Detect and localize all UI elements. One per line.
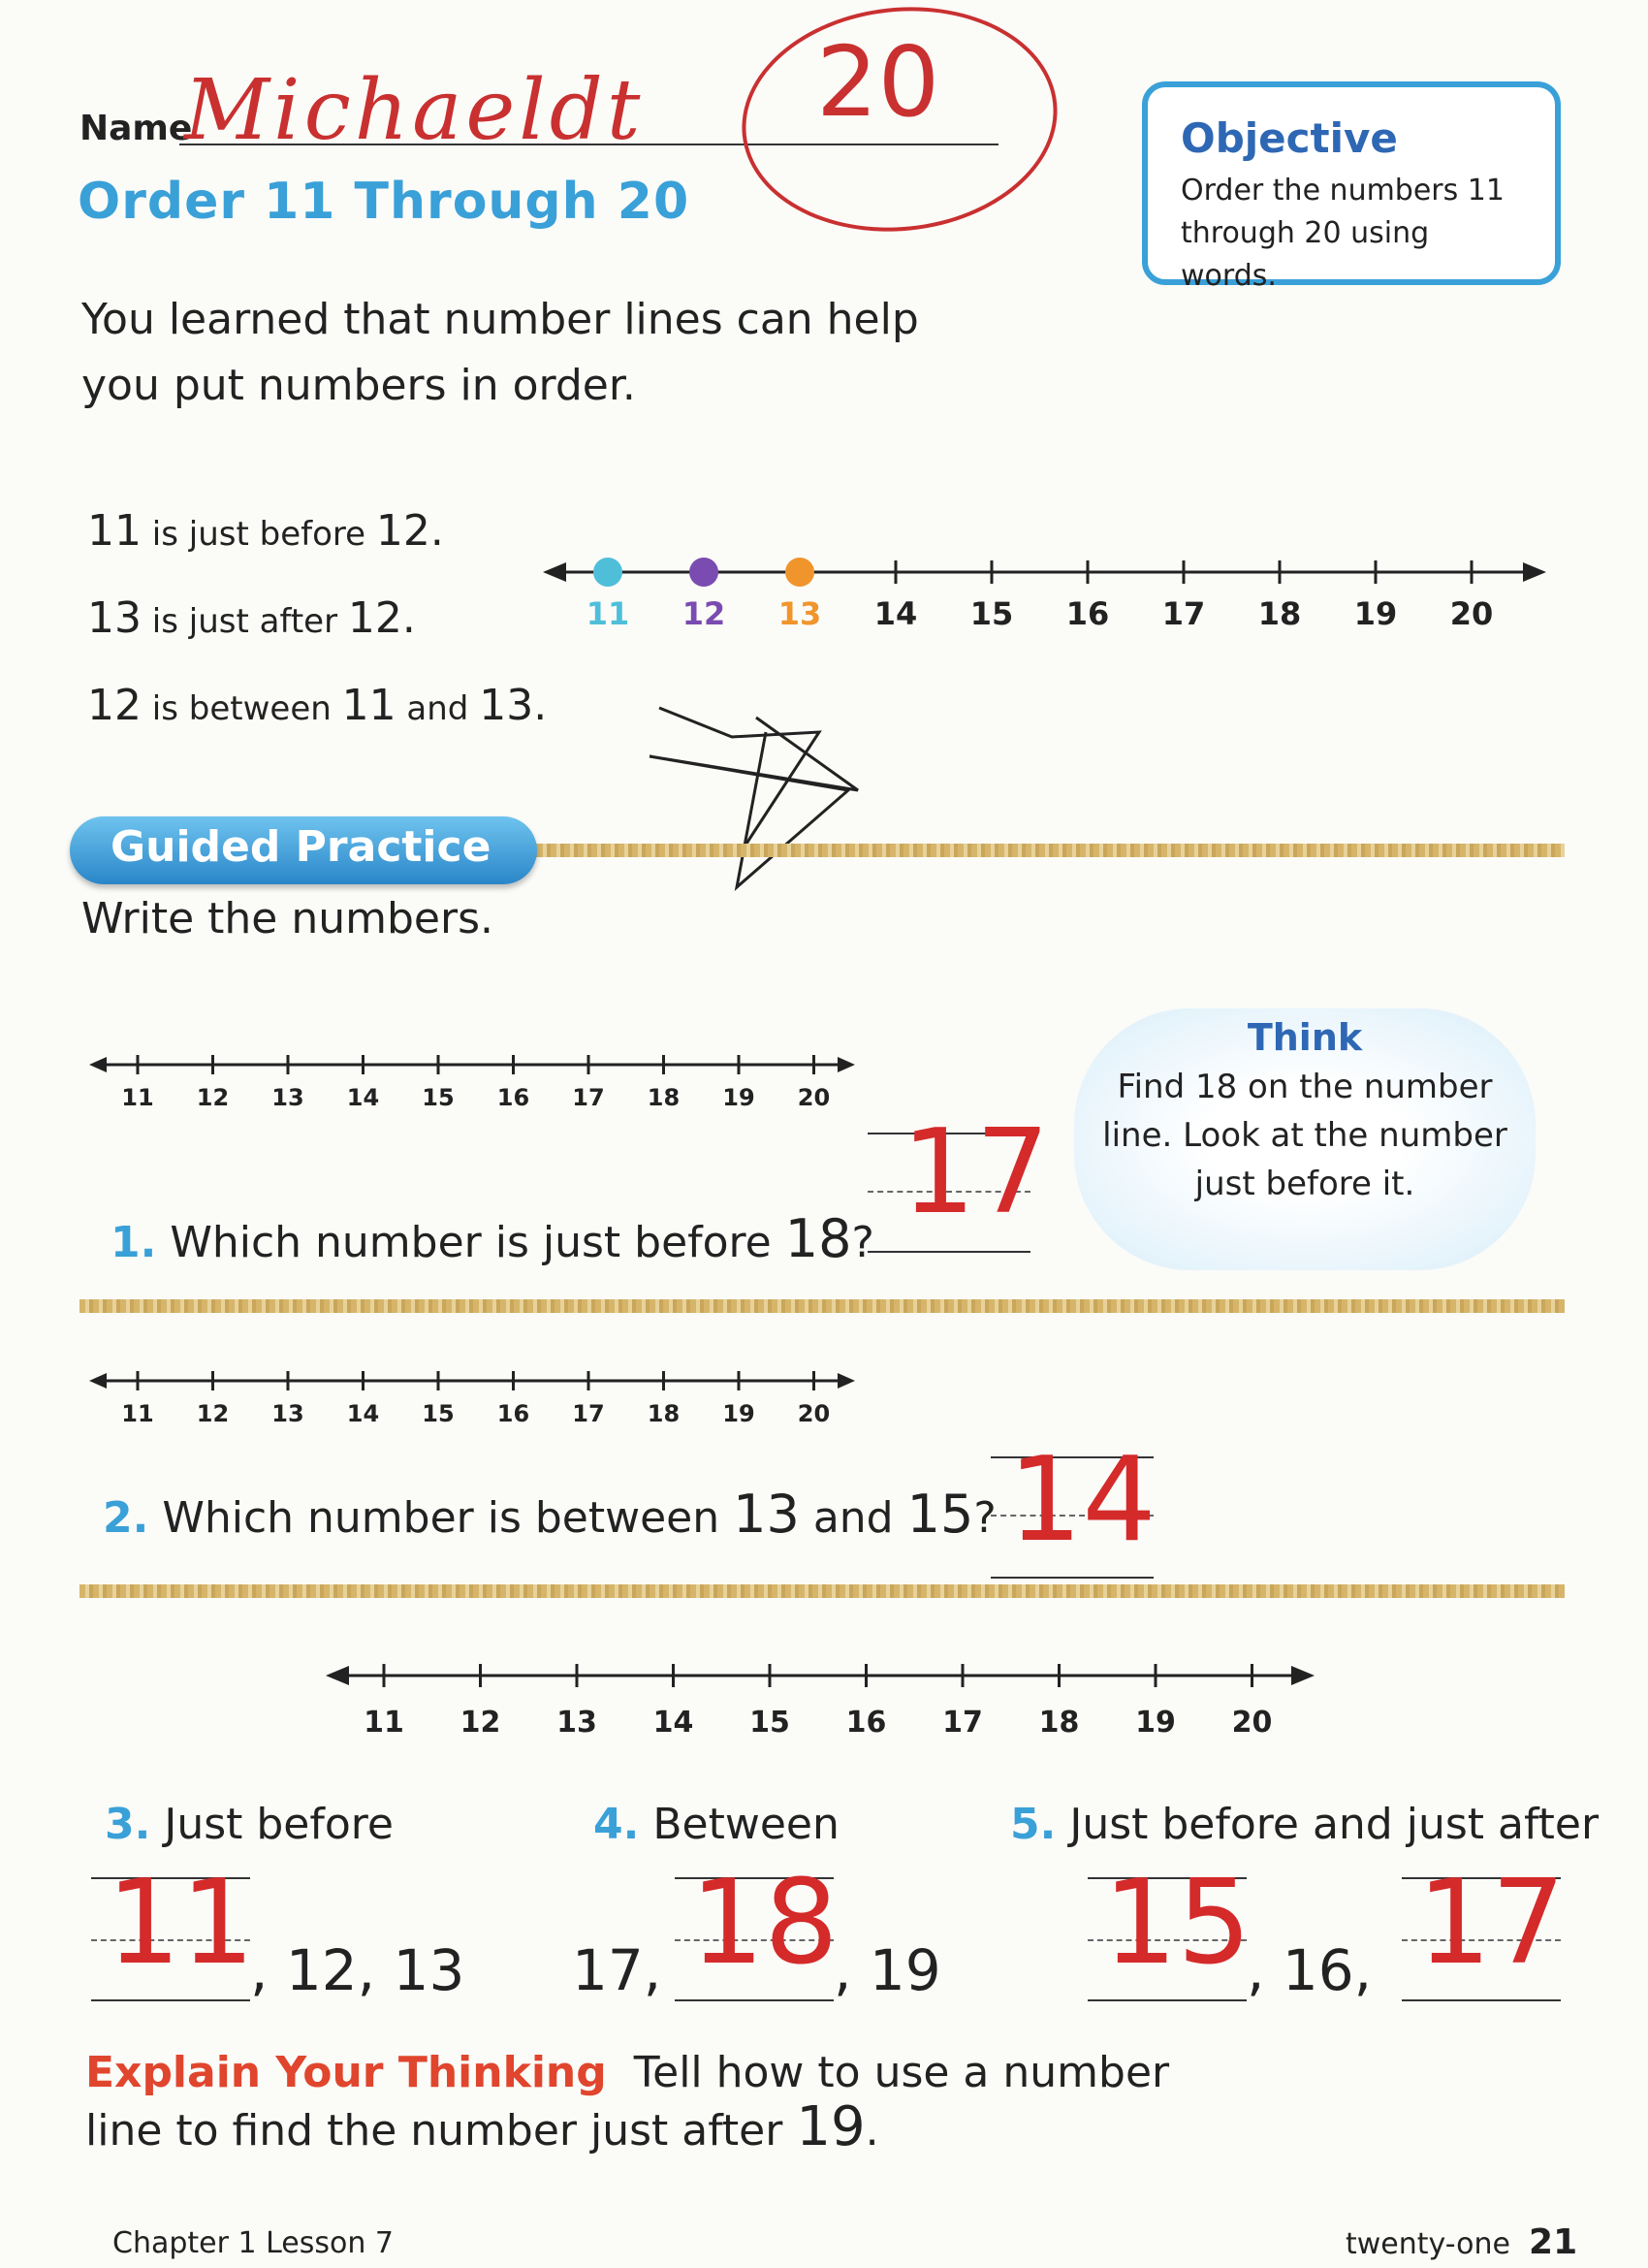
exercise-number: 5. [1010,1800,1057,1849]
exercise-4-prefix: 17, [572,1937,662,2003]
tick-label-19: 19 [1135,1706,1176,1740]
gold-divider [523,844,1565,857]
tick-label-17: 17 [1161,595,1206,632]
exercise-text: Between [652,1800,840,1849]
explain-value: 19 [796,2095,866,2158]
answer-5-after-field[interactable] [1402,1999,1561,2001]
answer-1-field[interactable] [868,1251,1030,1253]
tick-label-13: 13 [777,595,822,632]
tick-label-20: 20 [1231,1706,1273,1740]
page-word: twenty-one [1346,2227,1510,2261]
tick-label-11: 11 [121,1084,154,1111]
answer-4-field[interactable] [675,1999,834,2001]
question-text: Which number is just before [170,1218,785,1267]
footer-chapter: Chapter 1 Lesson 7 [112,2226,394,2260]
tick-label-17: 17 [572,1400,605,1427]
tick-label-13: 13 [271,1400,304,1427]
exercise-4-sequence: , 19 [834,1937,941,2003]
tick-label-12: 12 [460,1706,501,1740]
question-text: and [799,1493,907,1543]
tick-label-12: 12 [681,595,726,632]
tick-label-11: 11 [586,595,630,632]
tick-label-19: 19 [1353,595,1398,632]
exercise-4-label [593,1800,840,1849]
tick-label-16: 16 [496,1084,530,1111]
tick-label-20: 20 [797,1084,831,1111]
question-1 [111,1208,874,1269]
fact-number: 11 [87,506,142,556]
number-line-example [543,543,1551,659]
question-value: 13 [733,1484,800,1545]
tick-label-18: 18 [647,1084,681,1111]
number-line-exercises [326,1658,1324,1745]
lesson-title: Order 11 Through 20 [78,173,690,231]
fact-text: is just before [142,515,376,554]
objective-box [1142,81,1561,293]
dot-12 [689,558,718,587]
fact-1 [87,506,444,556]
question-punct: ? [973,1493,997,1543]
exercise-text: Just before and just after [1069,1800,1600,1849]
tick-label-16: 16 [1065,595,1110,632]
exercise-5-sequence: , 16, [1247,1937,1373,2003]
handwritten-answer-1: 17 [902,1105,1050,1240]
instruction-text: Write the numbers. [81,894,493,943]
number-line-q2 [89,1363,865,1441]
tick-label-13: 13 [556,1706,597,1740]
tick-label-15: 15 [422,1400,455,1427]
question-value: 18 [784,1208,852,1269]
tick-label-14: 14 [346,1400,380,1427]
gold-divider [79,1584,1565,1598]
tick-label-11: 11 [121,1400,154,1427]
tick-label-15: 15 [969,595,1014,632]
fact-number: 12 [375,506,430,556]
think-text: Find 18 on the number line. Look at the number just before it. [1102,1068,1507,1203]
tick-label-18: 18 [647,1400,681,1427]
tick-label-12: 12 [196,1084,230,1111]
answer-2-field[interactable] [991,1577,1154,1579]
page-number: 21 [1529,2222,1578,2262]
fact-number: 13 [87,593,142,643]
tick-label-17: 17 [942,1706,983,1740]
objective-text: Order the numbers 11 through 20 using words. [1181,174,1505,293]
tick-label-19: 19 [722,1400,755,1427]
fact-number: 12 [87,681,142,730]
dot-11 [593,558,622,587]
exercise-text: Just before [164,1800,394,1849]
fact-punct: . [533,681,548,730]
exercise-3-label [105,1800,394,1849]
handwritten-answer-2: 14 [1008,1433,1157,1568]
question-punct: ? [851,1218,874,1267]
handwritten-answer-5-before: 15 [1103,1856,1252,1991]
fact-text: is between [142,689,342,728]
footer-page [1346,2222,1577,2262]
number-line-q1 [89,1047,865,1125]
star-doodle [640,698,882,892]
tick-label-11: 11 [364,1706,404,1740]
tick-label-17: 17 [572,1084,605,1111]
tick-label-16: 16 [496,1400,530,1427]
handwritten-answer-5-after: 17 [1417,1856,1566,1991]
question-number: 2. [103,1493,149,1543]
tick-label-14: 14 [873,595,918,632]
tick-label-20: 20 [797,1400,831,1427]
exercise-3-sequence: , 12, 13 [250,1937,465,2003]
fact-number: 11 [341,681,396,730]
dot-13 [785,558,814,587]
fact-number: 13 [479,681,534,730]
answer-5-before-field[interactable] [1088,1999,1247,2001]
fact-text: is just after [142,602,348,641]
explain-your-thinking [85,2046,1249,2158]
tick-label-18: 18 [1038,1706,1080,1740]
exercise-number: 4. [593,1800,640,1849]
fact-number: 12 [347,593,402,643]
tick-label-20: 20 [1449,595,1494,632]
answer-3-field[interactable] [91,1999,250,2001]
objective-title: Objective [1181,114,1398,162]
question-number: 1. [111,1218,157,1267]
intro-text: You learned that number lines can help you put numbers in order. [81,295,919,410]
think-title: Think [1247,1016,1363,1059]
tick-label-19: 19 [722,1084,755,1111]
tick-label-16: 16 [845,1706,887,1740]
exercise-5-label [1010,1800,1599,1849]
fact-2 [87,593,416,643]
handwritten-score: 20 [816,25,940,139]
fact-punct: . [401,593,416,643]
fact-text: and [396,689,480,728]
tick-label-14: 14 [346,1084,380,1111]
tick-label-12: 12 [196,1400,230,1427]
guided-practice-label: Guided Practice [111,822,491,872]
tick-label-15: 15 [749,1706,790,1740]
explain-label: Explain Your Thinking [85,2048,607,2097]
question-value: 15 [906,1484,974,1545]
tick-label-13: 13 [271,1084,304,1111]
question-2 [103,1484,997,1545]
tick-label-18: 18 [1257,595,1302,632]
exercise-number: 3. [105,1800,151,1849]
explain-punct: . [865,2106,879,2156]
explain-text: Tell how to use a number line to find the number just after [85,2048,1170,2156]
tick-label-15: 15 [422,1084,455,1111]
tick-label-14: 14 [652,1706,694,1740]
fact-3 [87,681,547,730]
handwritten-name: Michaeldt [184,62,645,159]
handwritten-answer-4: 18 [690,1856,839,1991]
handwritten-answer-3: 11 [107,1856,255,1991]
gold-divider [79,1299,1565,1313]
question-text: Which number is between [162,1493,734,1543]
name-label: Name [79,109,193,148]
fact-punct: . [429,506,444,556]
